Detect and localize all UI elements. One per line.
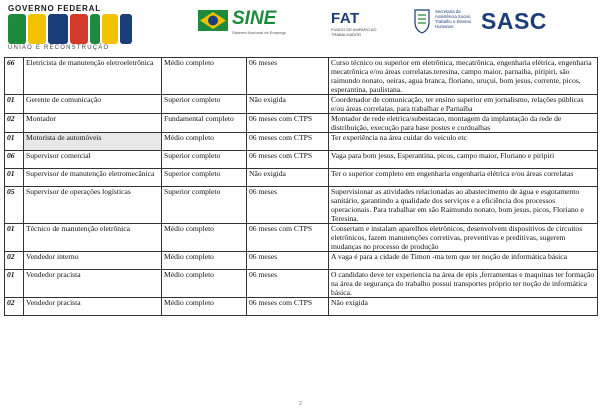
table-row bbox=[5, 169, 598, 187]
experience-requirement: 06 meses com CTPS bbox=[247, 298, 329, 316]
job-requirements: O candidato deve ter experiencia na área de epis ,ferramentas e maquinas ter formação na área de segurança do trabalho possui transportes próprio ter noção de informática básica. bbox=[329, 270, 598, 298]
table-row bbox=[5, 151, 598, 169]
table-row bbox=[5, 252, 598, 270]
vacancy-quantity: 01 bbox=[5, 169, 24, 187]
experience-requirement: 06 meses com CTPS bbox=[247, 114, 329, 133]
brazil-flag-icon bbox=[198, 10, 228, 31]
education-requirement: Médio completo bbox=[162, 298, 247, 316]
job-title: Técnico de manutenção eletrônica bbox=[24, 224, 162, 252]
table-row bbox=[5, 298, 598, 316]
vacancy-quantity: 05 bbox=[5, 187, 24, 224]
education-requirement: Superior completo bbox=[162, 151, 247, 169]
job-requirements: Ter experiência na área cuidar do veiculo etc bbox=[329, 133, 598, 151]
job-requirements: Ter o superior completo em engenharia engenharia elétrica e/ou áreas correlatas bbox=[329, 169, 598, 187]
piaui-emblem-icon bbox=[413, 8, 431, 34]
sasc-department: Secretaria da Assistência Social, Trabalho e Direitos Humanos bbox=[435, 9, 472, 29]
education-requirement: Médio completo bbox=[162, 270, 247, 298]
experience-requirement: 06 meses bbox=[247, 58, 329, 95]
job-vacancies-table bbox=[4, 57, 598, 316]
job-requirements: A vaga é para a cidade de Timon -ma tem que ter noção de informática básica bbox=[329, 252, 598, 270]
education-requirement: Superior completo bbox=[162, 169, 247, 187]
experience-requirement: Não exigida bbox=[247, 95, 329, 114]
experience-requirement: 06 meses com CTPS bbox=[247, 224, 329, 252]
job-requirements: Coordenador de comunicação, ter ensino superior em jornalismo, relações públicas e/ou áreas correlatas, para trabalhar e Parnaíba bbox=[329, 95, 598, 114]
fat-name: FAT bbox=[331, 10, 360, 27]
vacancy-quantity: 02 bbox=[5, 298, 24, 316]
job-title: Supervisor de operações logísticas bbox=[24, 187, 162, 224]
sine-subtitle: Sistema Nacional de Emprego bbox=[232, 30, 287, 35]
vacancy-quantity: 01 bbox=[5, 95, 24, 114]
gov-subtitle: UNIÃO E RECONSTRUÇÃO bbox=[8, 45, 110, 51]
job-title: Supervisor de manutenção eletromecânica bbox=[24, 169, 162, 187]
table-row bbox=[5, 133, 598, 151]
experience-requirement: 06 meses bbox=[247, 252, 329, 270]
vacancy-quantity: 06 bbox=[5, 151, 24, 169]
experience-requirement: 06 meses com CTPS bbox=[247, 151, 329, 169]
education-requirement: Médio completo bbox=[162, 58, 247, 95]
sine-name: SINE bbox=[232, 8, 277, 29]
vacancy-quantity: 02 bbox=[5, 114, 24, 133]
gov-top-text: GOVERNO FEDERAL bbox=[8, 4, 101, 13]
education-requirement: Médio completo bbox=[162, 224, 247, 252]
experience-requirement: 06 meses bbox=[247, 270, 329, 298]
job-title: Motorista de automóveis bbox=[24, 133, 162, 151]
fat-subtitle: FUNDO DE AMPARO AO TRABALHADOR bbox=[331, 27, 377, 37]
vacancy-quantity: 02 bbox=[5, 252, 24, 270]
vacancy-quantity: 01 bbox=[5, 224, 24, 252]
education-requirement: Fundamental completo bbox=[162, 114, 247, 133]
vacancy-quantity: 01 bbox=[5, 270, 24, 298]
job-requirements: Consertam e instalam aparelhos eletrônicos, desenvolvem dispositivos de circuitos eletrônicos, fazem manutenções corretivas, preventivas e preditivas, sugerem mudanças no processo de produção bbox=[329, 224, 598, 252]
job-title: Vendedor pracista bbox=[24, 270, 162, 298]
education-requirement: Médio completo bbox=[162, 252, 247, 270]
job-title: Gerente de comunicação bbox=[24, 95, 162, 114]
vacancy-quantity: 66 bbox=[5, 58, 24, 95]
governo-federal-logo bbox=[8, 4, 132, 51]
table-row bbox=[5, 58, 598, 95]
table-row bbox=[5, 270, 598, 298]
brasil-wordmark bbox=[8, 14, 132, 44]
job-requirements: Vaga para bom jesus, Esperantina, picos, campo maior, Floriano e piripiri bbox=[329, 151, 598, 169]
vacancy-quantity: 01 bbox=[5, 133, 24, 151]
sasc-name: SASC bbox=[481, 8, 547, 34]
table-row bbox=[5, 187, 598, 224]
job-title: Vendedor pracista bbox=[24, 298, 162, 316]
page-number: 2 bbox=[299, 401, 302, 407]
job-title: Eletricista de manutenção eletroeletrônica bbox=[24, 58, 162, 95]
table-row bbox=[5, 95, 598, 114]
experience-requirement: 06 meses bbox=[247, 187, 329, 224]
table-row bbox=[5, 224, 598, 252]
job-title: Montador bbox=[24, 114, 162, 133]
job-requirements: Supervisionar as atividades relacionadas ao abastecimento de água e esgotamento sanitário, garantindo a qualidade dos serviços e a eficiência dos processos operacionais. Para trabalhar em são Raimundo nonato, bom jesus, picos, Floriano e Teresina. bbox=[329, 187, 598, 224]
job-requirements: Montador de rede eletrica/subestacao, montagem da implantação da rede de distribuição, execução para base postes e cordoalhas bbox=[329, 114, 598, 133]
education-requirement: Superior completo bbox=[162, 95, 247, 114]
experience-requirement: 06 meses com CTPS bbox=[247, 133, 329, 151]
education-requirement: Médio completo bbox=[162, 133, 247, 151]
table-row bbox=[5, 114, 598, 133]
page-header bbox=[0, 0, 601, 56]
education-requirement: Superior completo bbox=[162, 187, 247, 224]
job-title: Vendedor interno bbox=[24, 252, 162, 270]
job-title: Supervisor comercial bbox=[24, 151, 162, 169]
job-requirements: Curso técnico ou superior em eletrônica, mecatrônica, engenharia elétrica, engenharia mecatrônica e/ou áreas correlatas.teresina, campo maior, parnaiba, piripiri, são raimundo nonato, oeiras, agua branca, floriano, uruçui, bom jesus, corrente, picos, esperantina, paulistana. bbox=[329, 58, 598, 95]
experience-requirement: Não exigida bbox=[247, 169, 329, 187]
job-requirements: Não exigida bbox=[329, 298, 598, 316]
fat-logo bbox=[331, 10, 381, 37]
